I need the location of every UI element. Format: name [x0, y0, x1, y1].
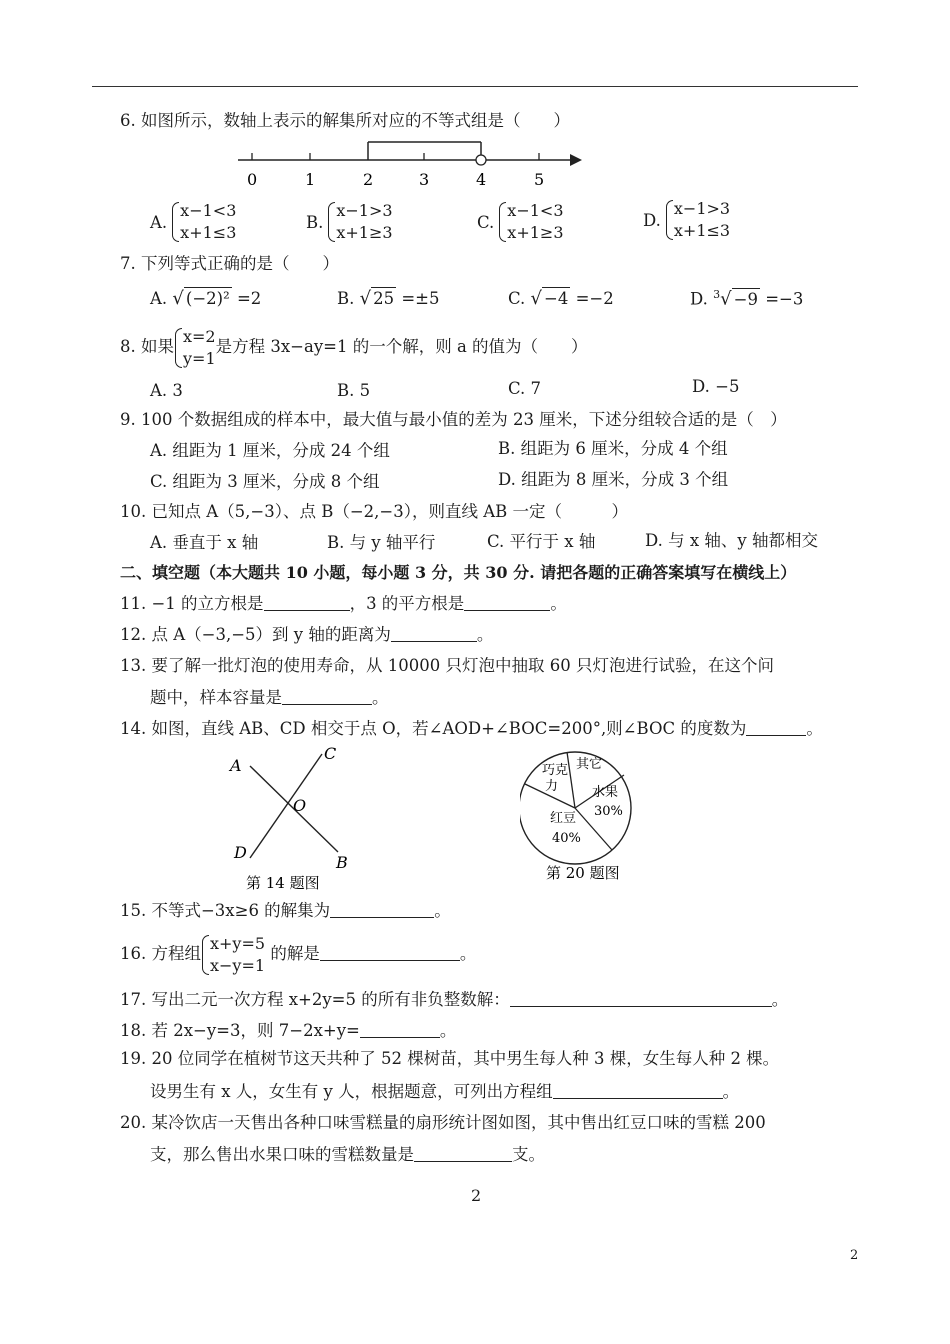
q10-option-a: A. 垂直于 x 轴 — [150, 533, 259, 552]
q11-blank-2[interactable] — [464, 594, 550, 611]
q11-blank-1[interactable] — [264, 594, 350, 611]
q8-option-a: A. 3 — [150, 381, 183, 400]
q9-option-d: D. 组距为 8 厘米，分成 3 个组 — [498, 470, 729, 489]
q18-blank[interactable] — [360, 1021, 440, 1038]
q6-option-a: A. x−1<3 x+1≤3 — [150, 201, 237, 242]
q15-blank[interactable] — [330, 901, 434, 918]
q9-stem: 9. 100 个数据组成的样本中，最大值与最小值的差为 23 厘米，下述分组较合适的是（ ） — [120, 410, 787, 429]
q11: 11. −1 的立方根是 ，3 的平方根是 。 — [120, 594, 567, 613]
q19-line-2: 设男生有 x 人，女生有 y 人，根据题意，可列出方程组 。 — [150, 1082, 740, 1101]
q10-option-d: D. 与 x 轴、y 轴都相交 — [645, 531, 818, 550]
q12-blank[interactable] — [391, 625, 477, 642]
page-number-corner: 2 — [850, 1248, 859, 1263]
q7-option-d: D. $^3$√ −9 =−3 — [690, 288, 804, 310]
q19-blank[interactable] — [553, 1082, 723, 1099]
label-d: D — [234, 843, 247, 862]
q7-option-b: B. √ 25 =±5 — [337, 288, 440, 309]
tick-label-4: 4 — [476, 170, 487, 189]
q8-stem: 8. 如果 x=2 y=1 是方程 3x−ay=1 的一个解，则 a 的值为（ ） — [120, 326, 588, 368]
q10-stem: 10. 已知点 A（5,−3）、点 B（−2,−3），则直线 AB 一定（ ） — [120, 502, 629, 521]
figure-14-intersecting-lines — [220, 740, 380, 900]
q10-option-b: B. 与 y 轴平行 — [327, 533, 436, 552]
label-o: O — [293, 796, 307, 815]
q8-option-c: C. 7 — [508, 379, 542, 398]
figure-20-pie-chart — [520, 748, 670, 888]
q14: 14. 如图，直线 AB、CD 相交于点 O，若∠AOD+∠BOC=200°,则∠BOC 的度数为 。 — [120, 719, 823, 738]
q6-option-d: D. x−1>3 x+1≤3 — [643, 199, 731, 240]
slice-label-chocolate-1: 巧克 — [542, 763, 569, 778]
tick-label-1: 1 — [305, 170, 316, 189]
q18: 18. 若 2x−y=3，则 7−2x+y= 。 — [120, 1021, 457, 1040]
tick-label-3: 3 — [419, 170, 430, 189]
tick-label-0: 0 — [247, 170, 258, 189]
q15: 15. 不等式−3x≥6 的解集为 。 — [120, 901, 451, 920]
slice-label-red-bean: 红豆 — [550, 811, 577, 826]
slice-label-chocolate-2: 力 — [545, 779, 559, 794]
q6-option-c: C. x−1<3 x+1≥3 — [477, 201, 564, 242]
slice-label-other: 其它 — [576, 757, 603, 772]
number-line-figure — [232, 138, 592, 190]
q12: 12. 点 A（−3,−5）到 y 轴的距离为 。 — [120, 625, 494, 644]
q6-stem: 6. 如图所示，数轴上表示的解集所对应的不等式组是（ ） — [120, 111, 570, 130]
q9-option-c: C. 组距为 3 厘米，分成 8 个组 — [150, 472, 380, 491]
top-rule — [92, 86, 858, 87]
q20-line-2: 支，那么售出水果口味的雪糕数量是 支。 — [150, 1145, 545, 1164]
q13-blank[interactable] — [282, 688, 372, 705]
q8-option-b: B. 5 — [337, 381, 371, 400]
q9-option-b: B. 组距为 6 厘米，分成 4 个组 — [498, 439, 728, 458]
page-number: 2 — [471, 1186, 482, 1205]
q14-blank[interactable] — [746, 719, 806, 736]
q20-blank[interactable] — [414, 1145, 512, 1162]
label-b: B — [336, 853, 348, 872]
q7-stem: 7. 下列等式正确的是（ ） — [120, 254, 339, 273]
q20-line-1: 20. 某冷饮店一天售出各种口味雪糕量的扇形统计图如图，其中售出红豆口味的雪糕 200 — [120, 1113, 766, 1132]
q17-blank[interactable] — [510, 990, 772, 1007]
slice-pct-fruit: 30% — [594, 804, 623, 819]
figure-20-caption: 第 20 题图 — [546, 864, 620, 882]
q8-option-d: D. −5 — [692, 377, 740, 396]
q16: 16. 方程组 x+y=5 x−y=1 的解是 。 — [120, 933, 477, 975]
q9-option-a: A. 组距为 1 厘米，分成 24 个组 — [150, 441, 390, 460]
slice-label-fruit: 水果 — [592, 785, 619, 800]
tick-label-2: 2 — [363, 170, 374, 189]
label-a: A — [230, 756, 242, 775]
label-c: C — [324, 744, 337, 763]
figure-14-caption: 第 14 题图 — [246, 874, 320, 892]
q10-option-c: C. 平行于 x 轴 — [487, 532, 596, 551]
q6-option-b: B. x−1>3 x+1≥3 — [306, 201, 393, 242]
q13-line-1: 13. 要了解一批灯泡的使用寿命，从 10000 只灯泡中抽取 60 只灯泡进行试验，在这个问 — [120, 656, 774, 675]
q13-line-2: 题中，样本容量是 。 — [150, 688, 389, 707]
slice-pct-red-bean: 40% — [552, 831, 581, 846]
tick-label-5: 5 — [534, 170, 545, 189]
q7-option-c: C. √ −4 =−2 — [508, 288, 614, 309]
q7-option-a: A. √ (−2)² =2 — [150, 288, 262, 309]
q16-blank[interactable] — [320, 944, 460, 961]
section-title-fill-in: 二、填空题（本大题共 10 小题，每小题 3 分，共 30 分. 请把各题的正确答案填写在横线上） — [120, 563, 797, 582]
q19-line-1: 19. 20 位同学在植树节这天共种了 52 棵树苗，其中男生每人种 3 棵，女生每人种 2 棵。 — [120, 1049, 780, 1068]
q17: 17. 写出二元一次方程 x+2y=5 的所有非负整数解： 。 — [120, 990, 789, 1009]
